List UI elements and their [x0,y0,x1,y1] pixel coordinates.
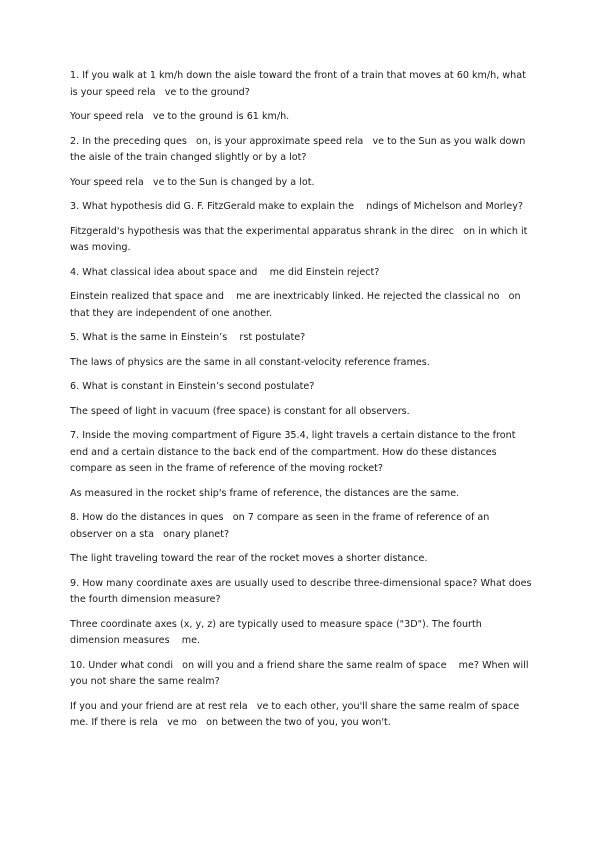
answer-9: Three coordinate axes (x, y, z) are typically used to measure space ("3D"). The fourth dimension measures me. [70,618,485,646]
question-8: 8. How do the distances in ques on 7 compare as seen in the frame of reference of an observer on a sta onary planet? [70,512,493,540]
answer-7: As measured in the rocket ship's frame of reference, the distances are the same. [70,487,460,499]
question-9: 9. How many coordinate axes are usually used to describe three-dimensional space? What does the fourth dimension measure? [70,577,535,605]
qa-list [70,68,535,740]
question-6: 6. What is constant in Einstein’s second postulate? [70,381,315,392]
answer-8: The light traveling toward the rear of the rocket moves a shorter distance. [70,553,428,564]
answer-5: The laws of physics are the same in all constant-velocity reference frames. [70,356,430,368]
answer-2: Your speed rela ve to the Sun is changed by a lot. [70,176,315,188]
question-2: 2. In the preceding ques on, is your approximate speed rela ve to the Sun as you walk down the aisle of the train changed slightly or by a lot? [70,135,529,163]
question-7: 7. Inside the moving compartment of Figure 35.4, light travels a certain distance to the front end and a certain distance to the back end of the compartment. How do these distances compare as seen in the frame of reference of the moving rocket? [70,430,519,474]
question-4: 4. What classical idea about space and me did Einstein reject? [70,266,380,278]
answer-4: Einstein realized that space and me are inextricably linked. He rejected the classical no on that they are independent of one another. [70,291,524,319]
answer-1: Your speed rela ve to the ground is 61 km/h. [70,111,290,122]
question-1: 1. If you walk at 1 km/h down the aisle toward the front of a train that moves at 60 km/h, what is your speed rela ve to the ground? [70,70,529,98]
question-10: 10. Under what condi on will you and a friend share the same realm of space me? When will you not share the same realm? [70,659,532,687]
answer-3: Fitzgerald's hypothesis was that the experimental apparatus shrank in the direc on in which it was moving. [70,225,531,253]
answer-10: If you and your friend are at rest rela ve to each other, you'll share the same realm of space me. If there is rela ve mo on between the two of you, you won't. [70,700,532,728]
question-5: 5. What is the same in Einstein’s rst postulate? [70,332,306,343]
answer-6: The speed of light in vacuum (free space) is constant for all observers. [70,405,410,417]
question-3: 3. What hypothesis did G. F. FitzGerald make to explain the ndings of Michelson and Morley? [70,201,523,212]
